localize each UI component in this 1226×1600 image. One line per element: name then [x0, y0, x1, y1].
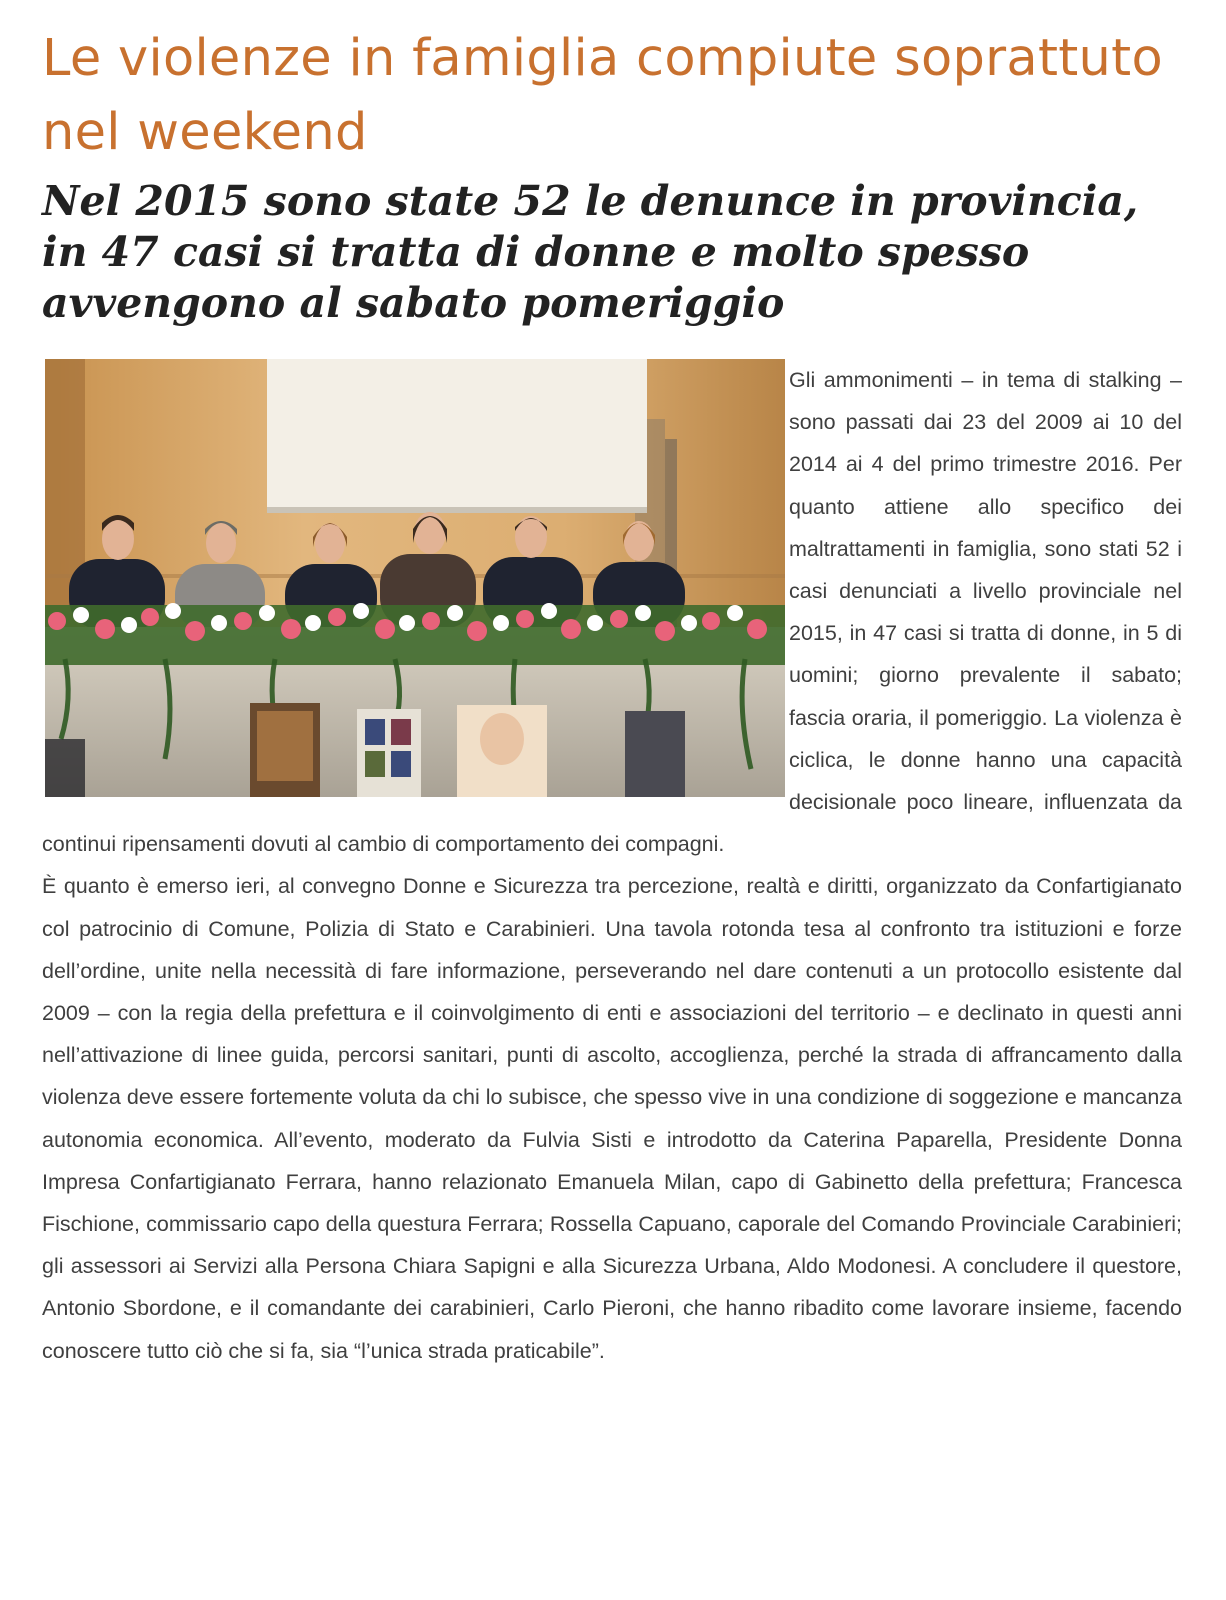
headline: Le violenze in famiglia compiute soprattuto nel weekend	[42, 29, 1163, 162]
subheadline: Nel 2015 sono state 52 le denunce in provincia, in 47 casi si tratta di donne e molto spesso avvengono al sabato pomeriggio	[42, 177, 1139, 327]
article-body	[42, 359, 1182, 1372]
conference-panel-photo	[45, 359, 785, 797]
photo-illustration	[45, 359, 785, 797]
article-paragraph-1: Gli ammonimenti – in tema di stalking – sono passati dai 23 del 2009 ai 10 del 2014 ai 4 del primo trimestre 2016. Per quanto attiene allo specifico dei maltrattamenti in famiglia, sono stati 52 i casi denunciati a livello provinciale nel 2015, in 47 casi si tratta di donne, in 5 di uomini; giorno prevalente il sabato; fascia oraria, il pomeriggio. La violenza è ciclica, le donne hanno una capacità decisionale poco lineare, influenzata da continui ripensamenti dovuti al cambio di comportamento dei compagni.	[42, 368, 1182, 857]
article-paragraph-2: È quanto è emerso ieri, al convegno Donne e Sicurezza tra percezione, realtà e diritti, organizzato da Confartigianato col patrocinio di Comune, Polizia di Stato e Carabinieri. Una tavola rotonda tesa al confronto tra istituzioni e forze dell’ordine, unite nella necessità di fare informazione, perseverando nel dare contenuti a un protocollo esistente dal 2009 – con la regia della prefettura e il coinvolgimento di enti e associazioni del territorio – e declinato in questi anni nell’attivazione di linee guida, percorsi sanitari, punti di ascolto, accoglienza, perché la strada di affrancamento dalla violenza deve essere fortemente voluta da chi lo subisce, che spesso vive in una condizione di soggezione e mancanza autonomia economica. All’evento, moderato da Fulvia Sisti e introdotto da Caterina Paparella, Presidente Donna Impresa Confartigianato Ferrara, hanno relazionato Emanuela Milan, capo di Gabinetto della prefettura; Francesca Fischione, commissario capo della questura Ferrara; Rossella Capuano, caporale del Comando Provinciale Carabinieri; gli assessori ai Servizi alla Persona Chiara Sapigni e alla Sicurezza Urbana, Aldo Modonesi. A concludere il questore, Antonio Sbordone, e il comandante dei carabinieri, Carlo Pieroni, che hanno ribadito come lavorare insieme, facendo conoscere tutto ciò che si fa, sia “l’unica strada praticabile”.	[42, 874, 1182, 1363]
